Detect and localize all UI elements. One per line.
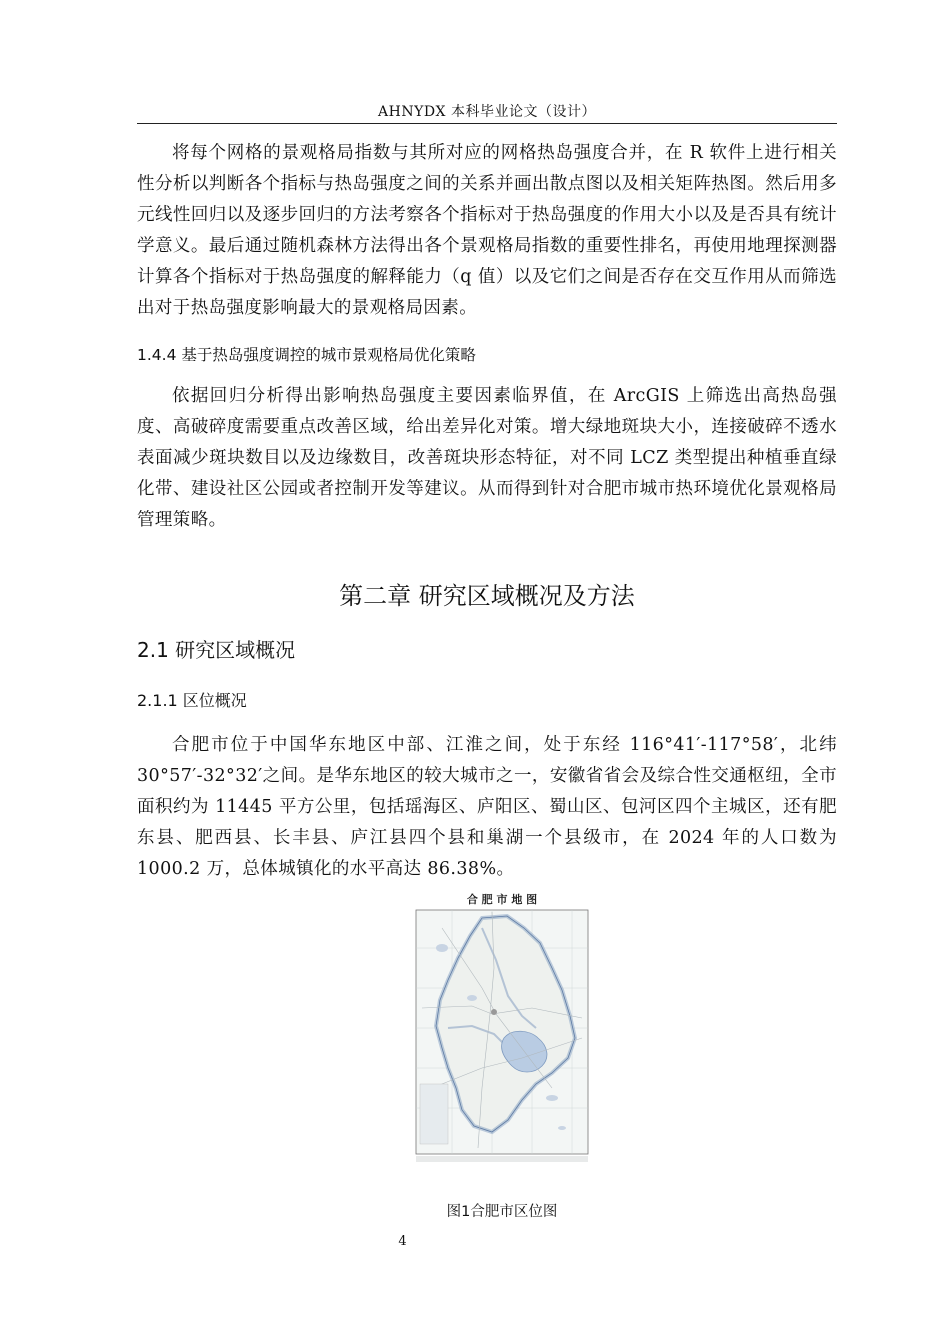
- hefei-map-figure: [412, 888, 592, 1166]
- paragraph-location-overview: 合肥市位于中国华东地区中部、江淮之间，处于东经 116°41′-117°58′，北纬30°57′-32°32′之间。是华东地区的较大城市之一，安徽省省会及综合性交通枢纽，全市面积约为 11445 平方公里，包括瑶海区、庐阳区、蜀山区、包河区四个主城区，还有肥东县、肥西县、长丰县、庐江县四个县和巢湖一个县级市，在 2024 年的人口数为 1000.2 万，总体城镇化的水平高达 86.38%。: [137, 735, 837, 879]
- page-header: AHNYDX 本科毕业论文（设计）: [378, 104, 596, 120]
- chapter-title: 第二章 研究区域概况及方法: [339, 582, 635, 610]
- hefei-map-image: [412, 888, 592, 1166]
- heading-2-1-1: 2.1.1 区位概况: [137, 691, 247, 710]
- paragraph-analysis-method: 将每个网格的景观格局指数与其所对应的网格热岛强度合并，在 R 软件上进行相关性分析以判断各个指标与热岛强度之间的关系并画出散点图以及相关矩阵热图。然后用多元线性回归以及逐步回归的方法考察各个指标对于热岛强度的作用大小以及是否具有统计学意义。最后通过随机森林方法得出各个景观格局指数的重要性排名，再使用地理探测器计算各个指标对于热岛强度的解释能力（q 值）以及它们之间是否存在交互作用从而筛选出对于热岛强度影响最大的景观格局因素。: [137, 143, 837, 318]
- map-footer-strip: [416, 1156, 588, 1162]
- map-legend: [420, 1084, 448, 1144]
- map-title: 合 肥 市 地 图: [466, 893, 538, 906]
- heading-2-1: 2.1 研究区域概况: [137, 638, 296, 662]
- urban-center-marker: [491, 1009, 497, 1015]
- header-rule: [137, 123, 837, 124]
- page-number: 4: [398, 1234, 407, 1249]
- figure-caption: 图1合肥市区位图: [446, 1204, 558, 1220]
- heading-1-4-4: 1.4.4 基于热岛强度调控的城市景观格局优化策略: [137, 346, 476, 364]
- paragraph-optimization-strategy: 依据回归分析得出影响热岛强度主要因素临界值，在 ArcGIS 上筛选出高热岛强度、高破碎度需要重点改善区域，给出差异化对策。增大绿地斑块大小，连接破碎不透水表面减少斑块数目以及边缘数目，改善斑块形态特征，对不同 LCZ 类型提出种植垂直绿化带、建设社区公园或者控制开发等建议。从而得到针对合肥市城市热环境优化景观格局管理策略。: [137, 386, 837, 530]
